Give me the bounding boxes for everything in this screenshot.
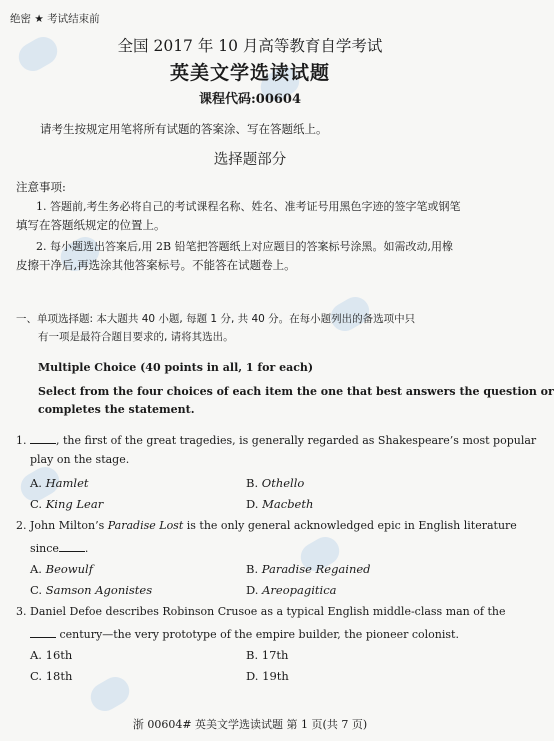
question-number: 1. — [16, 434, 27, 447]
option-letter: C. — [30, 497, 43, 511]
question-3-line-2 — [30, 626, 459, 641]
question-2-option-c — [30, 583, 152, 597]
question-1-line-1 — [16, 432, 536, 447]
note-2-line-1: 2. 每小题选出答案后,用 2B 铅笔把答题纸上对应题目的答案标号涂黑。如需改动,用橡 — [36, 240, 454, 253]
option-letter: B. — [246, 648, 259, 662]
option-text: 17th — [261, 648, 289, 662]
question-1-line-2: play on the stage. — [30, 453, 130, 466]
part1-heading-line-2: 有一项是最符合题目要求的, 请将其选出。 — [38, 331, 234, 343]
question-2-option-b — [246, 562, 371, 576]
option-letter: A. — [30, 648, 42, 662]
option-text: Beowulf — [45, 562, 93, 576]
option-letter: B. — [246, 476, 259, 490]
option-text: Hamlet — [45, 476, 89, 490]
option-text: Othello — [261, 476, 305, 490]
option-letter: C. — [30, 583, 43, 597]
question-3-line-1 — [16, 605, 505, 618]
question-text: John Milton’s — [30, 519, 108, 532]
question-2-option-d — [246, 583, 337, 597]
notes-heading: 注意事项: — [16, 180, 66, 194]
option-text: Areopagitica — [262, 583, 337, 597]
question-text: since — [30, 542, 59, 555]
note-1-line-2: 填写在答题纸规定的位置上。 — [16, 218, 166, 232]
secret-mark: 绝密 ★ 考试结束前 — [10, 13, 100, 25]
note-2-line-2: 皮擦干净后,再选涂其他答案标号。不能答在试题卷上。 — [16, 258, 296, 272]
course-code: 课程代码:00604 — [198, 92, 302, 107]
question-text: . — [84, 542, 89, 555]
answer-blank — [30, 432, 56, 444]
question-text: Daniel Defoe describes Robinson Crusoe as a typical English middle-class man of the — [30, 605, 506, 618]
option-letter: D. — [246, 583, 259, 597]
option-letter: C. — [30, 669, 43, 683]
option-text: 19th — [262, 669, 289, 683]
paper-title: 英美文学选读试题 — [169, 62, 330, 84]
question-2-line-2 — [30, 540, 88, 555]
option-text: Samson Agonistes — [45, 583, 153, 597]
option-letter: D. — [246, 497, 259, 511]
option-text: King Lear — [45, 497, 104, 511]
option-text: Macbeth — [262, 497, 314, 511]
exam-title: 全国 2017 年 10 月高等教育自学考试 — [117, 37, 383, 55]
question-1-option-d — [246, 497, 313, 511]
question-number: 2. — [16, 519, 27, 532]
page-footer: 浙 00604# 英美文学选读试题 第 1 页(共 7 页) — [132, 718, 368, 731]
question-text: , the first of the great tragedies, is generally regarded as Shakespeare’s most popular — [56, 434, 537, 447]
part1-english-instruction-line-2: completes the statement. — [38, 403, 195, 416]
part1-english-instruction-line-1: Select from the four choices of each item the one that best answers the question or — [38, 385, 554, 398]
question-number: 3. — [16, 605, 27, 618]
part1-heading-line-1: 一、单项选择题: 本大题共 40 小题, 每题 1 分, 共 40 分。在每小题列出的备选项中只 — [16, 313, 416, 325]
option-text: 18th — [45, 669, 73, 683]
intro-instruction: 请考生按规定用笔将所有试题的答案涂、写在答题纸上。 — [40, 122, 328, 136]
note-1-line-1: 1. 答题前,考生务必将自己的考试课程名称、姓名、准考证号用黑色字迹的签字笔或钢笔 — [36, 200, 461, 213]
answer-blank — [30, 626, 56, 638]
section-title: 选择题部分 — [213, 152, 287, 168]
option-letter: A. — [30, 562, 42, 576]
option-text: 16th — [45, 648, 73, 662]
work-title: Paradise Lost — [107, 519, 184, 532]
option-letter: D. — [246, 669, 259, 683]
option-letter: A. — [30, 476, 42, 490]
question-3-option-a — [30, 648, 72, 662]
question-1-option-c — [30, 497, 103, 511]
question-text: century—the very prototype of the empire builder, the pioneer colonist. — [56, 628, 459, 641]
option-letter: B. — [246, 562, 259, 576]
question-3-option-c — [30, 669, 72, 683]
answer-blank — [59, 540, 85, 552]
question-3-option-b — [246, 648, 288, 662]
option-text: Paradise Regained — [261, 562, 371, 576]
question-3-option-d — [246, 669, 289, 683]
question-2-option-a — [30, 562, 93, 576]
question-1-option-b — [246, 476, 304, 490]
question-1-option-a — [30, 476, 89, 490]
part1-english-heading: Multiple Choice (40 points in all, 1 for each) — [38, 361, 314, 374]
question-text: is the only general acknowledged epic in English literature — [183, 519, 517, 532]
question-2-line-1 — [16, 519, 517, 532]
